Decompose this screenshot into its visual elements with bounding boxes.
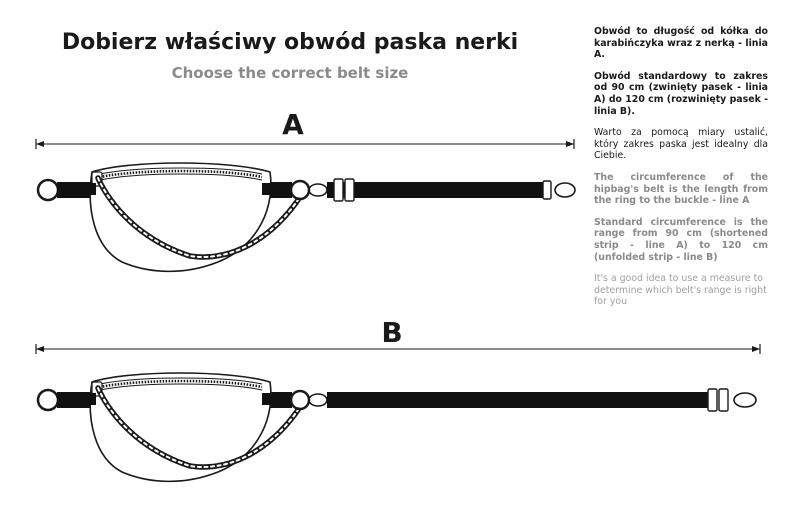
strap-left-a: [57, 182, 91, 198]
info-pl-definition: Obwód to długość od kółka do karabińczyka wraz z nerką - linia A.: [594, 26, 768, 61]
diagram-b: [36, 316, 760, 481]
end-clip-a: [555, 183, 575, 197]
page-title: Dobierz właściwy obwód paska nerki: [61, 30, 519, 55]
ring-left-b: [38, 390, 58, 410]
label-b: B: [381, 316, 403, 349]
measure-line-a: [36, 139, 574, 149]
strap-main-b: [327, 392, 708, 408]
strap-left-b: [57, 392, 91, 408]
info-en-definition: The circumference of the hipbag's belt is the length from the ring to the buckle - line A: [594, 171, 768, 207]
info-pl-standard: Obwód standardowy to zakres od 90 cm (zwinięty pasek - linia A) do 120 cm (rozwinięty pasek - linia B).: [594, 70, 768, 117]
carabiner-b: [309, 394, 327, 406]
hipbag-b: [38, 373, 327, 481]
info-pl-advice: Warto za pomocą miary ustalić, który zakres paska jest idealny dla Ciebie.: [594, 127, 768, 162]
carabiner-a: [309, 184, 327, 196]
info-en-advice: It's a good idea to use a measure to determine which belt's range is right for you: [594, 273, 767, 308]
slider-b: [708, 389, 717, 411]
end-buckle-a: [543, 181, 551, 199]
end-clip-b: [734, 393, 756, 407]
page-subtitle: Choose the correct belt size: [171, 64, 409, 82]
info-en-standard: Standard circumference is the range from 90 cm (shortened strip - line A) to 120 cm (unfolded strip - line B): [594, 216, 768, 263]
ring-left-a: [38, 180, 58, 200]
ring-right-a: [291, 181, 309, 199]
hipbag-a: [38, 163, 327, 271]
strap-main-a: [327, 182, 544, 198]
ring-right-b: [291, 391, 309, 409]
diagram-a: [36, 108, 575, 271]
label-a: A: [282, 108, 304, 141]
slider-a: [334, 179, 343, 201]
